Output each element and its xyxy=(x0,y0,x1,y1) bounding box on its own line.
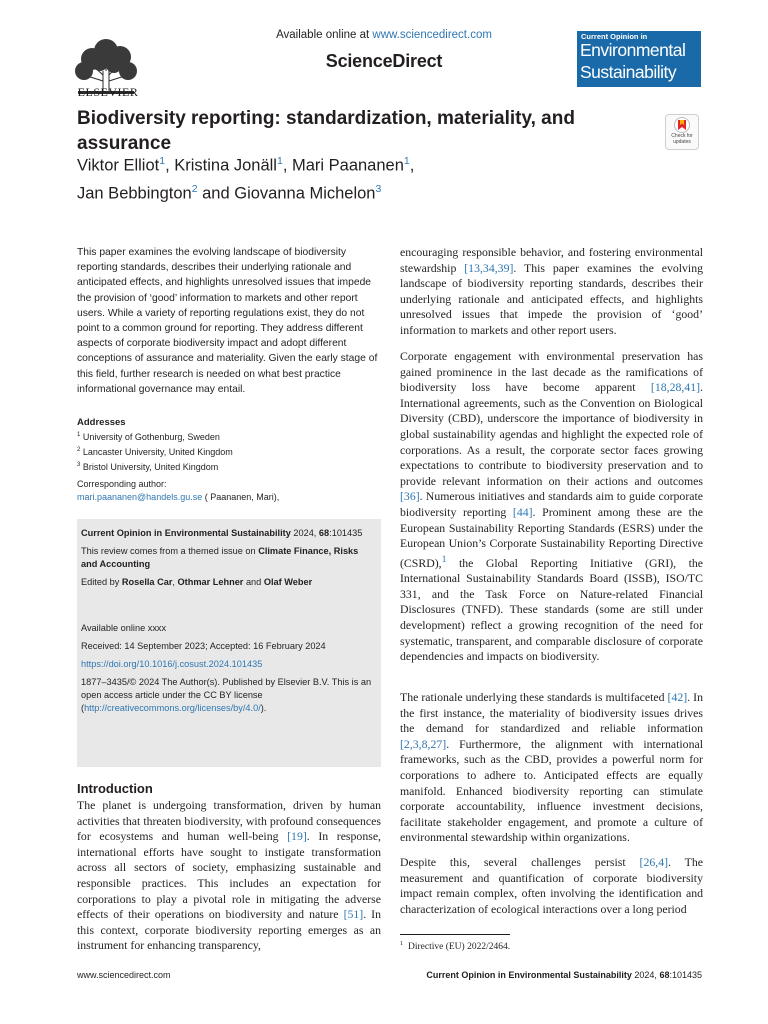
addresses xyxy=(77,416,381,474)
sciencedirect-link[interactable]: www.sciencedirect.com xyxy=(372,29,492,41)
journal-logo-line1: Current Opinion in xyxy=(581,32,648,41)
address-item: $^3$ Bristol University, United Kingdom xyxy=(77,462,219,472)
author-name: Giovanna Michelon xyxy=(234,184,376,202)
footnote-divider xyxy=(400,934,510,935)
doi-line xyxy=(81,658,377,671)
author-affiliation-marker[interactable]: 2 xyxy=(191,182,198,195)
corresponding-email-link[interactable]: mari.paananen@handels.gu.se xyxy=(77,492,203,502)
corresponding-name: ( Paananen, Mari), xyxy=(202,492,280,502)
citation-link[interactable]: [19] xyxy=(287,829,307,844)
license-link[interactable]: http://creativecommons.org/licenses/by/4.0/ xyxy=(84,703,261,713)
available-prefix: Available online at xyxy=(276,29,370,41)
bookmark-icon xyxy=(666,116,698,134)
author-name: Viktor Elliot xyxy=(77,156,160,175)
body-paragraph: The rationale underlying these standards is multifaceted [42]. In the first instance, the materiality of biodiversity issues drives the demand for standardized and reliable information [2,3,8,27]. Furthermore, the alignment with international frameworks, such as the CBD, provides a powerful norm for corporations to adhere to. Anticipated effects are equally manifold. Enhanced biodiversity reporting can stimulate corporate accountability, influence investment decisions, facilitate stakeholder engagement, and promote a culture of environmental stewardship within organizations. xyxy=(400,690,703,845)
author-separator: and xyxy=(197,184,235,202)
doi-link[interactable]: https://doi.org/10.1016/j.cosust.2024.101435 xyxy=(81,659,263,669)
sciencedirect-logo[interactable]: ScienceDirect xyxy=(325,51,443,71)
footnote: $^1$ Directive (EU) 2022/2464. xyxy=(400,940,511,953)
body-paragraph: Corporate engagement with environmental preservation has gained prominence in the last decade as the ramifications of biodiversity loss have become apparent [18,28,41]. International agreements, such as the Convention on Biological Diversity (CBD), underscore the importance of biodiversity in global sustainability agendas and highlight the expected role of corporations. As a result, the corporate sector faces growing expectations to contribute to biodiversity preservation and to provide relevant information on their actions and outcomes [36]. Numerous initiatives and standards aim to guide corporate biodiversity reporting [44]. Prominent among these are the European Sustainability Reporting Standards (ESRS) under the European Union’s Corporate Sustainability Reporting Directive (CSRD),$^1$ the Global Reporting Initiative (GRI), the International Sustainability Standards Board (ISSB), ISO/TC 331, and the Task Force on Nature-related Financial Disclosures (TNFD). These standards (some are still under development) reflect a growing recognition of the need for systematic, transparent, and comparable disclosure of corporate dependencies and impacts on biodiversity. xyxy=(400,349,704,664)
introduction-heading: Introduction xyxy=(77,781,153,796)
check-for-updates-button[interactable] xyxy=(665,114,699,150)
citation-link[interactable]: [13,34,39] xyxy=(464,260,514,275)
address-item: $^2$ Lancaster University, United Kingdom xyxy=(77,447,233,457)
themed-issue-line: This review comes from a themed issue on Climate Finance, Risks and Accounting xyxy=(81,546,359,569)
article-info-box xyxy=(77,519,381,767)
citation-link[interactable]: [51] xyxy=(343,907,364,922)
journal-logo[interactable] xyxy=(577,31,701,87)
author-name: Kristina Jonäll xyxy=(174,156,277,175)
footer-citation: Current Opinion in Environmental Sustainability 2024, 68:101435 xyxy=(426,970,702,980)
corresponding-author xyxy=(77,478,381,504)
address-item: $^1$ University of Gothenburg, Sweden xyxy=(77,432,220,442)
author-name: Jan Bebbington xyxy=(77,184,192,202)
citation-link[interactable]: [42] xyxy=(667,690,688,704)
author-separator: , xyxy=(282,156,292,175)
citation-link[interactable]: [36] xyxy=(400,489,420,504)
journal-logo-line3: Sustainability xyxy=(580,62,677,82)
copyright-license: 1877–3435/© 2024 The Author(s). Published by Elsevier B.V. This is an open access article under the CC BY license (http://creativecommons.org/licenses/by/4.0/). xyxy=(81,677,372,713)
available-online-date: Available online xxxx xyxy=(81,623,167,633)
author-list xyxy=(77,150,657,205)
check-updates-label: Check for updates xyxy=(671,133,693,145)
author-name: Mari Paananen xyxy=(291,156,404,175)
addresses-heading: Addresses xyxy=(77,417,126,428)
citation-link[interactable]: [26,4] xyxy=(639,855,669,869)
journal-logo-line2: Environmental xyxy=(580,40,686,60)
citation-line: Current Opinion in Environmental Sustainability 2024, 68:101435 xyxy=(81,528,363,538)
body-paragraph: encouraging responsible behavior, and fostering environmental stewardship [13,34,39]. This paper examines the evolving landscape of biodiversity reporting standards, describes their underlying rationale and anticipated effects, and highlights unresolved issues that impede the provision of ‘good’ information to markets and other report users. xyxy=(400,245,703,337)
introduction-paragraph: The planet is undergoing transformation, driven by human activities that threaten biodiversity, with profound consequences for ecosystems and human well-being [19]. In response, international efforts have sought to instigate transformation across all sectors of society, emphasizing sustainable and responsible practices. This includes an expectation for corporations to play a pivotal role in mitigating the adverse effects of their operations on biodiversity and nature [51]. In this context, corporate biodiversity reporting emerges as an instrument for enhancing transparency, xyxy=(77,798,382,953)
footnote-link[interactable]: 1 xyxy=(441,553,447,565)
author-separator: , xyxy=(409,156,415,175)
publisher-name: ELSEVIER xyxy=(77,85,139,99)
citation-link[interactable]: [2,3,8,27] xyxy=(400,736,447,751)
footer-site[interactable]: www.sciencedirect.com xyxy=(77,970,171,980)
citation-link[interactable]: [44] xyxy=(512,504,533,519)
abstract: This paper examines the evolving landscape of biodiversity reporting standards, describes their underlying rationale and anticipated effects, and highlights unresolved issues that impede the provision of ‘good’ information to markets and other report users. While a variety of reporting regulations exist, they do not point to a common ground for reporting. They address different aspects of corporate biodiversity impact and adopt different conceptions of assurance and materiality. Given the early stage of this field, further research is needed on what best practice informational governance may entail. xyxy=(77,247,378,395)
author-affiliation-marker[interactable]: 1 xyxy=(276,155,283,167)
body-paragraph: Despite this, several challenges persist [26,4]. The measurement and quantification of corporate biodiversity impact remain complex, often involving the identification and characterization of ecological interactions over a long period xyxy=(400,855,704,916)
editors-line: Edited by Rosella Car, Othmar Lehner and Olaf Weber xyxy=(81,577,313,587)
paper-title: Biodiversity reporting: standardization, materiality, and assurance xyxy=(77,108,575,154)
author-affiliation-marker[interactable]: 1 xyxy=(403,155,410,167)
author-affiliation-marker[interactable]: 1 xyxy=(159,155,166,167)
author-affiliation-marker[interactable]: 3 xyxy=(375,182,382,195)
corresponding-label: Corresponding author: xyxy=(77,479,167,489)
received-accepted-dates: Received: 14 September 2023; Accepted: 16 February 2024 xyxy=(81,641,326,651)
citation-link[interactable]: [18,28,41] xyxy=(650,380,701,395)
author-separator: , xyxy=(165,156,175,175)
